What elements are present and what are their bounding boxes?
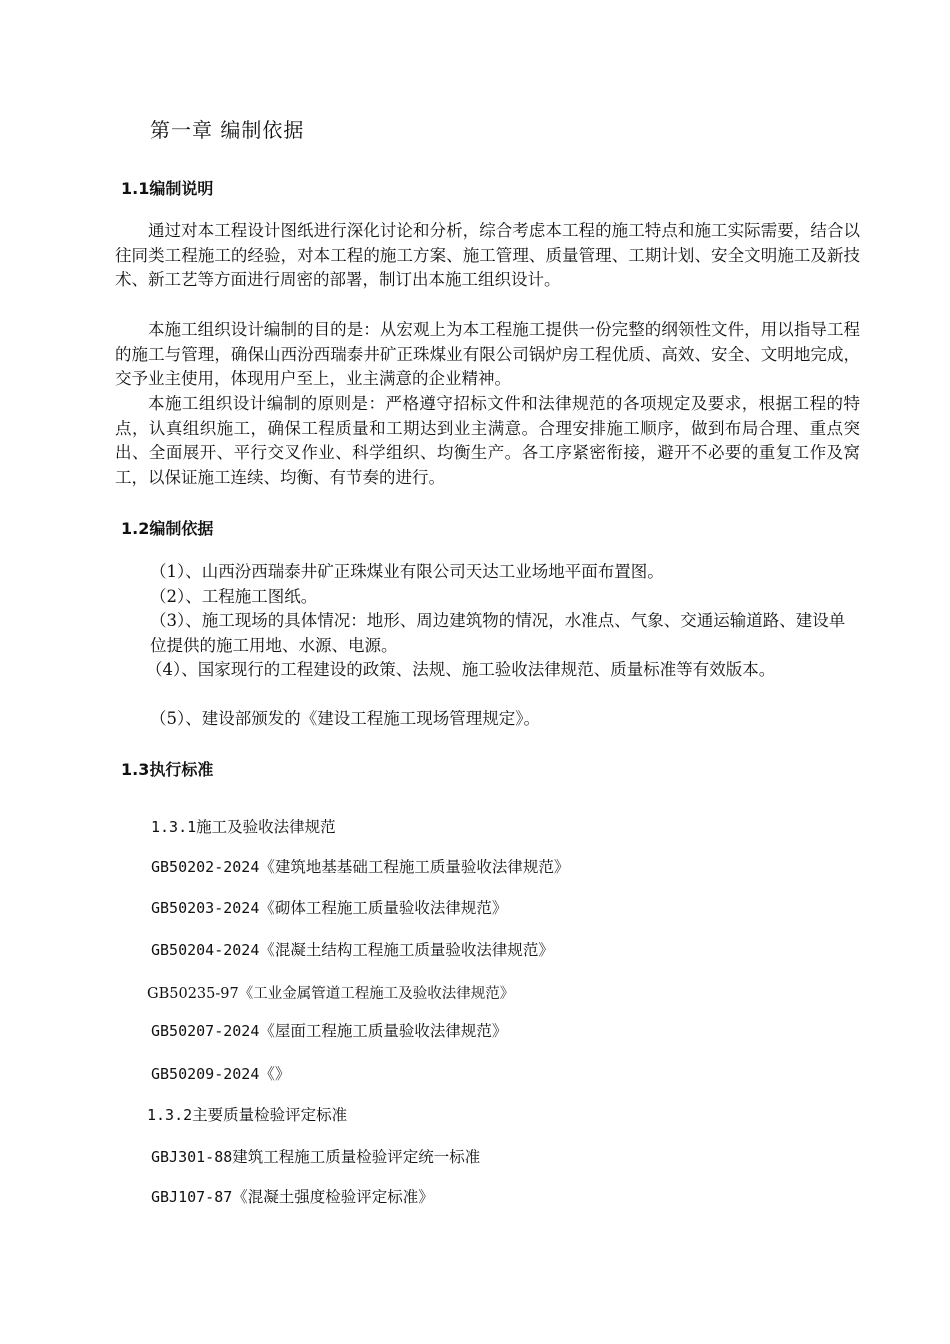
paragraph-2: 本施工组织设计编制的目的是：从宏观上为本工程施工提供一份完整的纲领性文件，用以指导工程的施工与管理，确保山西汾西瑞泰井矿正珠煤业有限公司锅炉房工程优质、高效、安全、文明地完成，交予业主使用，体现用户至上，业主满意的企业精神。 <box>115 320 860 388</box>
standard-name: 《混凝土强度检验评定标准》 <box>232 1188 434 1206</box>
standard-code: GB50202-2024 <box>151 858 260 876</box>
standard-name: 《砌体工程施工质量验收法律规范》 <box>259 899 508 917</box>
standard-code: GB50235-97 <box>147 986 239 1002</box>
paragraph-3: 本施工组织设计编制的原则是：严格遵守招标文件和法律规范的各项规定及要求，根据工程的特点，认真组织施工，确保工程质量和工期达到业主满意。合理安排施工顺序，做到布局合理、重点突出、全面展开、平行交叉作业、科学组织、均衡生产。各工序紧密衔接，避开不必要的重复工作及窝工，以保证施工连续、均衡、有节奏的进行。 <box>115 394 860 487</box>
standard-code: GB50203-2024 <box>151 899 260 917</box>
standard-name: 建筑工程施工质量检验评定统一标准 <box>232 1148 481 1166</box>
basis-item-4: （4）、国家现行的工程建设的政策、法规、施工验收法律规范、质量标准等有效版本。 <box>146 660 776 679</box>
basis-item-1: （1）、山西汾西瑞泰井矿正珠煤业有限公司天达工业场地平面布置图。 <box>150 562 664 581</box>
standard-item <box>151 1185 434 1207</box>
paragraph-1: 通过对本工程设计图纸进行深化讨论和分析，综合考虑本工程的施工特点和施工实际需要，结合以往同类工程施工的经验，对本工程的施工方案、施工管理、质量管理、工期计划、安全文明施工及新技术、新工艺等方面进行周密的部署，制订出本施工组织设计。 <box>115 221 860 289</box>
standard-item <box>151 1019 507 1041</box>
standard-code: GB50204-2024 <box>151 941 260 959</box>
basis-item-3 <box>150 609 850 658</box>
standard-item <box>147 982 514 1003</box>
standard-code: GB50207-2024 <box>151 1022 260 1040</box>
chapter-title: 第一章 编制依据 <box>150 118 305 142</box>
basis-item-5: （5）、建设部颁发的《建设工程施工现场管理规定》。 <box>150 709 540 728</box>
standard-code: GBJ107-87 <box>151 1188 233 1206</box>
subsection-1-3-1-label: 施工及验收法律规范 <box>196 818 336 836</box>
standard-name: 《》 <box>259 1065 291 1083</box>
subsection-1-3-1 <box>151 815 336 837</box>
subsection-1-3-2-number: 1.3.2 <box>147 1106 193 1124</box>
standard-item <box>151 938 554 960</box>
subsection-1-3-1-number: 1.3.1 <box>151 818 197 836</box>
basis-item-2: （2）、工程施工图纸。 <box>150 587 318 606</box>
standard-name: 《混凝土结构工程施工质量验收法律规范》 <box>259 941 554 959</box>
section-title-1-3: 1.3执行标准 <box>121 760 214 779</box>
standard-name: 《屋面工程施工质量验收法律规范》 <box>259 1022 508 1040</box>
basis-item-3-text: （3）、施工现场的具体情况：地形、周边建筑物的情况，水准点、气象、交通运输道路、建设单位提供的施工用地、水源、电源。 <box>150 611 846 655</box>
standard-item <box>151 855 569 877</box>
standard-item <box>151 1062 290 1084</box>
section-title-1-2: 1.2编制依据 <box>121 519 214 538</box>
standard-item <box>151 896 507 918</box>
section-title-1-1: 1.1编制说明 <box>121 179 214 198</box>
subsection-1-3-2-label: 主要质量检验评定标准 <box>192 1106 348 1124</box>
standard-code: GBJ301-88 <box>151 1148 233 1166</box>
standard-code: GB50209-2024 <box>151 1065 260 1083</box>
standard-item <box>151 1145 480 1167</box>
subsection-1-3-2 <box>147 1103 347 1125</box>
standard-name: 《建筑地基基础工程施工质量验收法律规范》 <box>259 858 570 876</box>
standard-name: 《工业金属管道工程施工及验收法律规范》 <box>238 986 515 1002</box>
